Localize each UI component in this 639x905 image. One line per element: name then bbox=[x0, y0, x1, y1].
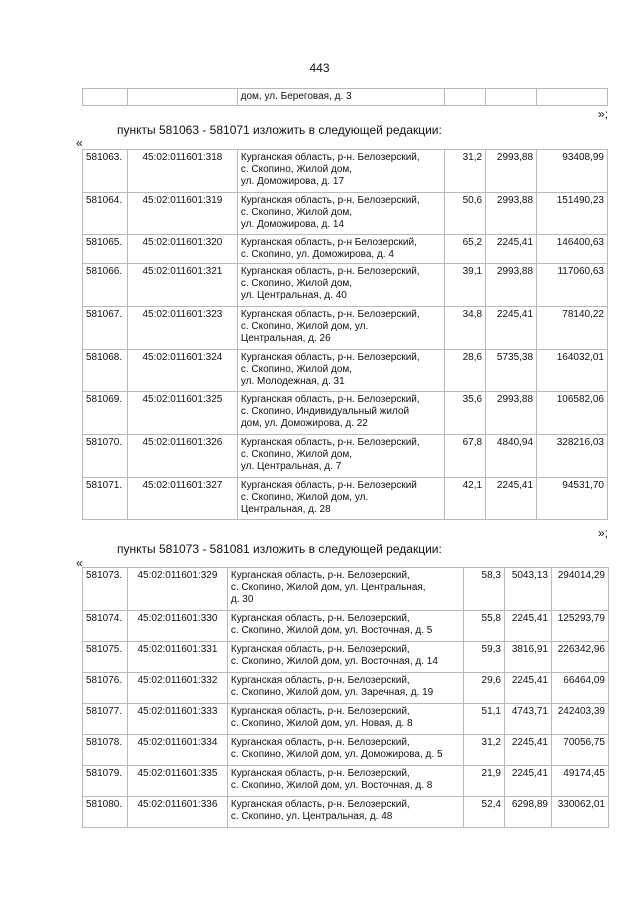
cadastral-number-cell: 45:02:011601:326 bbox=[127, 435, 237, 478]
row-number-cell: 581076. bbox=[83, 673, 128, 704]
address-line: с. Скопино, Жилой дом, bbox=[240, 278, 353, 289]
cadastral-number-cell: 45:02:011601:336 bbox=[127, 797, 227, 828]
total-cell: 330062,01 bbox=[551, 797, 608, 828]
area-cell: 59,3 bbox=[464, 642, 505, 673]
cadastral-number-cell: 45:02:011601:321 bbox=[127, 264, 237, 307]
row-number-cell: 581071. bbox=[83, 478, 128, 520]
total-cell: 70056,75 bbox=[551, 735, 608, 766]
address-line: с. Скопино, Жилой дом, ул. Восточная, д. 8 bbox=[230, 780, 433, 791]
address-line: ул. Доможирова, д. 14 bbox=[240, 219, 345, 230]
area-cell: 55,8 bbox=[464, 611, 505, 642]
row-number-cell: 581065. bbox=[83, 235, 128, 264]
total-cell: 164032,01 bbox=[537, 350, 608, 392]
area-cell: 28,6 bbox=[445, 350, 486, 392]
area-cell: 65,2 bbox=[445, 235, 486, 264]
address-cell bbox=[237, 150, 444, 193]
cell-empty bbox=[537, 89, 608, 106]
address-line: ул. Центральная, д. 7 bbox=[240, 461, 342, 472]
area-cell: 51,1 bbox=[464, 704, 505, 735]
table-section-1 bbox=[82, 149, 608, 520]
address-cell bbox=[237, 307, 444, 350]
address-line: с. Скопино, Жилой дом, bbox=[240, 449, 353, 460]
row-number-cell: 581064. bbox=[83, 193, 128, 235]
cadastral-number-cell: 45:02:011601:335 bbox=[127, 766, 227, 797]
cadastral-number-cell: 45:02:011601:325 bbox=[127, 392, 237, 435]
address-line: Курганская область, р-н. Белозерский, bbox=[230, 570, 410, 581]
address-line: Курганская область, р-н. Белозерский, bbox=[240, 437, 420, 448]
address-line: Курганская область, р-н. Белозерский, bbox=[240, 152, 420, 163]
price-cell: 2245,41 bbox=[505, 735, 552, 766]
table-row bbox=[83, 350, 608, 392]
price-cell: 2245,41 bbox=[486, 235, 537, 264]
section-heading-1: пункты 581063 - 581071 изложить в следующей редакции: bbox=[117, 123, 442, 137]
price-cell: 4743,71 bbox=[505, 704, 552, 735]
row-number-cell: 581066. bbox=[83, 264, 128, 307]
area-cell: 31,2 bbox=[445, 150, 486, 193]
area-cell: 39,1 bbox=[445, 264, 486, 307]
address-line: дом, ул. Доможирова, д. 22 bbox=[240, 418, 368, 429]
row-number-cell: 581079. bbox=[83, 766, 128, 797]
address-line: с. Скопино, ул. Доможирова, д. 4 bbox=[240, 249, 394, 260]
closing-quote: »; bbox=[597, 107, 608, 121]
address-line: с. Скопино, Жилой дом, bbox=[240, 364, 353, 375]
address-line: Курганская область, р-н Белозерский, bbox=[240, 237, 417, 248]
cadastral-number-cell: 45:02:011601:332 bbox=[127, 673, 227, 704]
table-row bbox=[83, 150, 608, 193]
total-cell: 106582,06 bbox=[537, 392, 608, 435]
address-line: Курганская область, р-н. Белозерский, bbox=[230, 799, 410, 810]
address-line: ул. Центральная, д. 40 bbox=[240, 290, 347, 301]
row-number-cell: 581070. bbox=[83, 435, 128, 478]
address-line: с. Скопино, Жилой дом, ул. Центральная, bbox=[230, 582, 426, 593]
address-line: ул. Доможирова, д. 17 bbox=[240, 176, 345, 187]
cadastral-number-cell: 45:02:011601:323 bbox=[127, 307, 237, 350]
cell-empty bbox=[127, 89, 237, 106]
table-row bbox=[83, 435, 608, 478]
address-cell bbox=[227, 673, 463, 704]
total-cell: 117060,63 bbox=[537, 264, 608, 307]
address-cell bbox=[237, 478, 444, 520]
address-line: Курганская область, р-н. Белозерский, bbox=[240, 309, 420, 320]
address-line: Центральная, д. 28 bbox=[240, 504, 331, 515]
address-line: с. Скопино, Индивидуальный жилой bbox=[240, 406, 410, 417]
table-row bbox=[83, 766, 609, 797]
row-number-cell: 581074. bbox=[83, 611, 128, 642]
address-cell bbox=[237, 264, 444, 307]
cadastral-number-cell: 45:02:011601:333 bbox=[127, 704, 227, 735]
price-cell: 2245,41 bbox=[486, 307, 537, 350]
area-cell: 34,8 bbox=[445, 307, 486, 350]
address-line: Курганская область, р-н. Белозерский, bbox=[230, 644, 410, 655]
total-cell: 294014,29 bbox=[551, 568, 608, 611]
total-cell: 146400,63 bbox=[537, 235, 608, 264]
row-number-cell: 581068. bbox=[83, 350, 128, 392]
address-cell bbox=[227, 611, 463, 642]
total-cell: 226342,96 bbox=[551, 642, 608, 673]
opening-quote: « bbox=[76, 556, 83, 570]
address-cell bbox=[237, 435, 444, 478]
cadastral-number-cell: 45:02:011601:324 bbox=[127, 350, 237, 392]
table-row bbox=[83, 89, 608, 106]
address-cell bbox=[227, 735, 463, 766]
table-row bbox=[83, 193, 608, 235]
table-row bbox=[83, 642, 609, 673]
total-cell: 242403,39 bbox=[551, 704, 608, 735]
price-cell: 2993,88 bbox=[486, 392, 537, 435]
address-line: Курганская область, р-н. Белозерский, bbox=[230, 768, 410, 779]
price-cell: 5735,38 bbox=[486, 350, 537, 392]
address-line: д. 30 bbox=[230, 594, 254, 605]
address-line: с. Скопино, Жилой дом, ул. bbox=[240, 492, 369, 503]
table-row bbox=[83, 704, 609, 735]
cadastral-number-cell: 45:02:011601:334 bbox=[127, 735, 227, 766]
address-line: с. Скопино, Жилой дом, bbox=[240, 207, 353, 218]
price-cell: 2993,88 bbox=[486, 150, 537, 193]
address-line: с. Скопино, Жилой дом, bbox=[240, 164, 353, 175]
address-cell bbox=[237, 235, 444, 264]
address-line: Центральная, д. 26 bbox=[240, 333, 331, 344]
address-cell bbox=[227, 704, 463, 735]
address-cell bbox=[227, 797, 463, 828]
table-row bbox=[83, 735, 609, 766]
row-number-cell: 581080. bbox=[83, 797, 128, 828]
row-number-cell: 581063. bbox=[83, 150, 128, 193]
cadastral-number-cell: 45:02:011601:327 bbox=[127, 478, 237, 520]
table-row bbox=[83, 478, 608, 520]
address-line: с. Скопино, Жилой дом, ул. Новая, д. 8 bbox=[230, 718, 413, 729]
address-cell: дом, ул. Береговая, д. 3 bbox=[237, 89, 445, 106]
area-cell: 21,9 bbox=[464, 766, 505, 797]
total-cell: 328216,03 bbox=[537, 435, 608, 478]
table-continuation bbox=[82, 88, 608, 106]
area-cell: 58,3 bbox=[464, 568, 505, 611]
address-line: с. Скопино, Жилой дом, ул. Восточная, д. 14 bbox=[230, 656, 438, 667]
cadastral-number-cell: 45:02:011601:330 bbox=[127, 611, 227, 642]
table-row bbox=[83, 797, 609, 828]
address-line: с. Скопино, Жилой дом, ул. Заречная, д. 19 bbox=[230, 687, 434, 698]
cadastral-number-cell: 45:02:011601:329 bbox=[127, 568, 227, 611]
price-cell: 3816,91 bbox=[505, 642, 552, 673]
area-cell: 42,1 bbox=[445, 478, 486, 520]
table-row bbox=[83, 673, 609, 704]
cell-empty bbox=[486, 89, 537, 106]
area-cell: 31,2 bbox=[464, 735, 505, 766]
address-line: Курганская область, р-н. Белозерский, bbox=[240, 394, 420, 405]
price-cell: 2245,41 bbox=[505, 611, 552, 642]
address-cell bbox=[227, 568, 463, 611]
address-cell bbox=[227, 766, 463, 797]
opening-quote: « bbox=[76, 136, 83, 150]
price-cell: 6298,89 bbox=[505, 797, 552, 828]
total-cell: 78140,22 bbox=[537, 307, 608, 350]
row-number-cell: 581073. bbox=[83, 568, 128, 611]
total-cell: 125293,79 bbox=[551, 611, 608, 642]
row-number-cell: 581078. bbox=[83, 735, 128, 766]
cadastral-number-cell: 45:02:011601:331 bbox=[127, 642, 227, 673]
closing-quote: »; bbox=[597, 526, 608, 540]
price-cell: 2245,41 bbox=[505, 673, 552, 704]
total-cell: 49174,45 bbox=[551, 766, 608, 797]
price-cell: 2245,41 bbox=[486, 478, 537, 520]
table-row bbox=[83, 568, 609, 611]
row-number-cell: 581067. bbox=[83, 307, 128, 350]
address-cell bbox=[237, 392, 444, 435]
area-cell: 67,8 bbox=[445, 435, 486, 478]
table-row bbox=[83, 611, 609, 642]
address-line: ул. Молодежная, д. 31 bbox=[240, 376, 345, 387]
address-line: с. Скопино, Жилой дом, ул. bbox=[240, 321, 369, 332]
cell-empty bbox=[83, 89, 128, 106]
address-line: Курганская область, р-н. Белозерский, bbox=[230, 737, 410, 748]
table-row bbox=[83, 392, 608, 435]
area-cell: 29,6 bbox=[464, 673, 505, 704]
address-line: Курганская область, р-н. Белозерский, bbox=[230, 706, 410, 717]
row-number-cell: 581069. bbox=[83, 392, 128, 435]
area-cell: 50,6 bbox=[445, 193, 486, 235]
address-line: Курганская область, р-н. Белозерский, bbox=[230, 675, 410, 686]
address-line: Курганская область, р-н. Белозерский, bbox=[230, 613, 410, 624]
total-cell: 66464,09 bbox=[551, 673, 608, 704]
cadastral-number-cell: 45:02:011601:320 bbox=[127, 235, 237, 264]
cadastral-number-cell: 45:02:011601:319 bbox=[127, 193, 237, 235]
address-cell bbox=[227, 642, 463, 673]
address-cell bbox=[237, 350, 444, 392]
table-section-2 bbox=[82, 567, 609, 828]
section-heading-2: пункты 581073 - 581081 изложить в следующей редакции: bbox=[117, 542, 442, 556]
address-line: Курганская область, р-н. Белозерский, bbox=[240, 352, 420, 363]
price-cell: 4840,94 bbox=[486, 435, 537, 478]
address-cell bbox=[237, 193, 444, 235]
total-cell: 94531,70 bbox=[537, 478, 608, 520]
table-row bbox=[83, 264, 608, 307]
page-number: 443 bbox=[309, 61, 330, 75]
address-line: Курганская область, р-н. Белозерский bbox=[240, 480, 417, 491]
address-line: Курганская область, р-н. Белозерский, bbox=[240, 266, 420, 277]
row-number-cell: 581077. bbox=[83, 704, 128, 735]
total-cell: 151490,23 bbox=[537, 193, 608, 235]
area-cell: 35,6 bbox=[445, 392, 486, 435]
address-line: с. Скопино, Жилой дом, ул. Восточная, д. 5 bbox=[230, 625, 433, 636]
price-cell: 5043,13 bbox=[505, 568, 552, 611]
cadastral-number-cell: 45:02:011601:318 bbox=[127, 150, 237, 193]
address-line: с. Скопино, Жилой дом, ул. Доможирова, д. 5 bbox=[230, 749, 443, 760]
area-cell: 52,4 bbox=[464, 797, 505, 828]
row-number-cell: 581075. bbox=[83, 642, 128, 673]
price-cell: 2993,88 bbox=[486, 264, 537, 307]
table-row bbox=[83, 307, 608, 350]
table-row bbox=[83, 235, 608, 264]
address-line: с. Скопино, ул. Центральная, д. 48 bbox=[230, 811, 393, 822]
cell-empty bbox=[445, 89, 486, 106]
price-cell: 2993,88 bbox=[486, 193, 537, 235]
total-cell: 93408,99 bbox=[537, 150, 608, 193]
address-line: Курганская область, р-н. Белозерский, bbox=[240, 195, 420, 206]
price-cell: 2245,41 bbox=[505, 766, 552, 797]
